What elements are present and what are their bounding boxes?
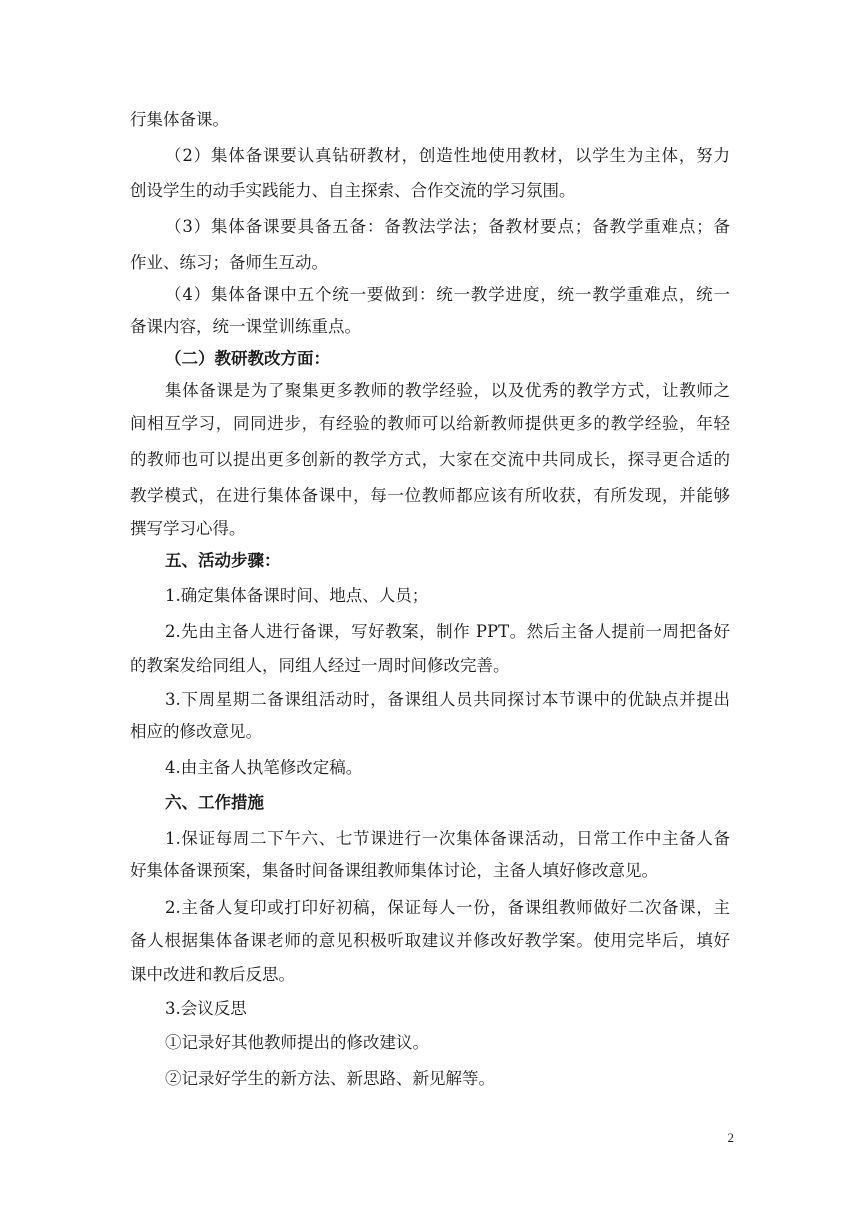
text-line: 1.确定集体备课时间、地点、人员； [165,586,429,605]
text-line: 备人根据集体备课老师的意见积极听取建议并修改好教学案。使用完毕后，填好 [130,931,730,950]
page-number: 2 [727,1130,734,1145]
text-line: 间相互学习，同同进步，有经验的教师可以给新教师提供更多的教学经验，年轻 [130,414,730,433]
text-line: 4.由主备人执笔修改定稿。 [165,758,363,777]
text-line: 的教案发给同组人，同组人经过一周时间修改完善。 [130,656,510,675]
text-line: 教学模式，在进行集体备课中，每一位教师都应该有所收获，有所发现，并能够 [130,486,730,505]
text-line: ②记录好学生的新方法、新思路、新见解等。 [165,1069,495,1088]
text-line: ①记录好其他教师提出的修改建议。 [165,1033,429,1052]
text-line: （4）集体备课中五个统一要做到：统一教学进度，统一教学重难点，统一 [165,285,730,304]
section-heading: 六、工作措施 [165,793,264,812]
text-line: （3）集体备课要具备五备：备教法学法；备教材要点；备教学重难点；备 [165,217,730,236]
text-line: 撰写学习心得。 [130,519,246,538]
section-heading: 五、活动步骤： [165,551,281,570]
text-line: 3.下周星期二备课组活动时，备课组人员共同探讨本节课中的优缺点并提出 [165,690,730,709]
text-line: 1.保证每周二下午六、七节课进行一次集体备课活动，日常工作中主备人备 [165,829,730,848]
text-line: 2.先由主备人进行备课，写好教案，制作 PPT。然后主备人提前一周把备好 [165,622,730,641]
text-line: 2.主备人复印或打印好初稿，保证每人一份，备课组教师做好二次备课，主 [165,898,730,917]
text-line: 作业、练习；备师生互动。 [130,253,328,272]
text-line: （2）集体备课要认真钻研教材，创造性地使用教材，以学生为主体，努力 [165,146,730,165]
text-line: 备课内容，统一课堂训练重点。 [130,317,361,336]
text-line: 相应的修改意见。 [130,722,262,741]
text-line: 课中改进和教后反思。 [130,965,295,984]
text-line: 的教师也可以提出更多创新的教学方式，大家在交流中共同成长，探寻更合适的 [130,450,730,469]
text-line: 创设学生的动手实践能力、自主探索、合作交流的学习氛围。 [130,181,576,200]
text-line: 好集体备课预案，集备时间备课组教师集体讨论，主备人填好修改意见。 [130,861,658,880]
text-line: 行集体备课。 [130,110,229,129]
text-line: 集体备课是为了聚集更多教师的教学经验，以及优秀的教学方式，让教师之 [165,381,730,400]
section-heading: （二）教研教改方面： [165,349,330,368]
text-line: 3.会议反思 [165,999,247,1018]
